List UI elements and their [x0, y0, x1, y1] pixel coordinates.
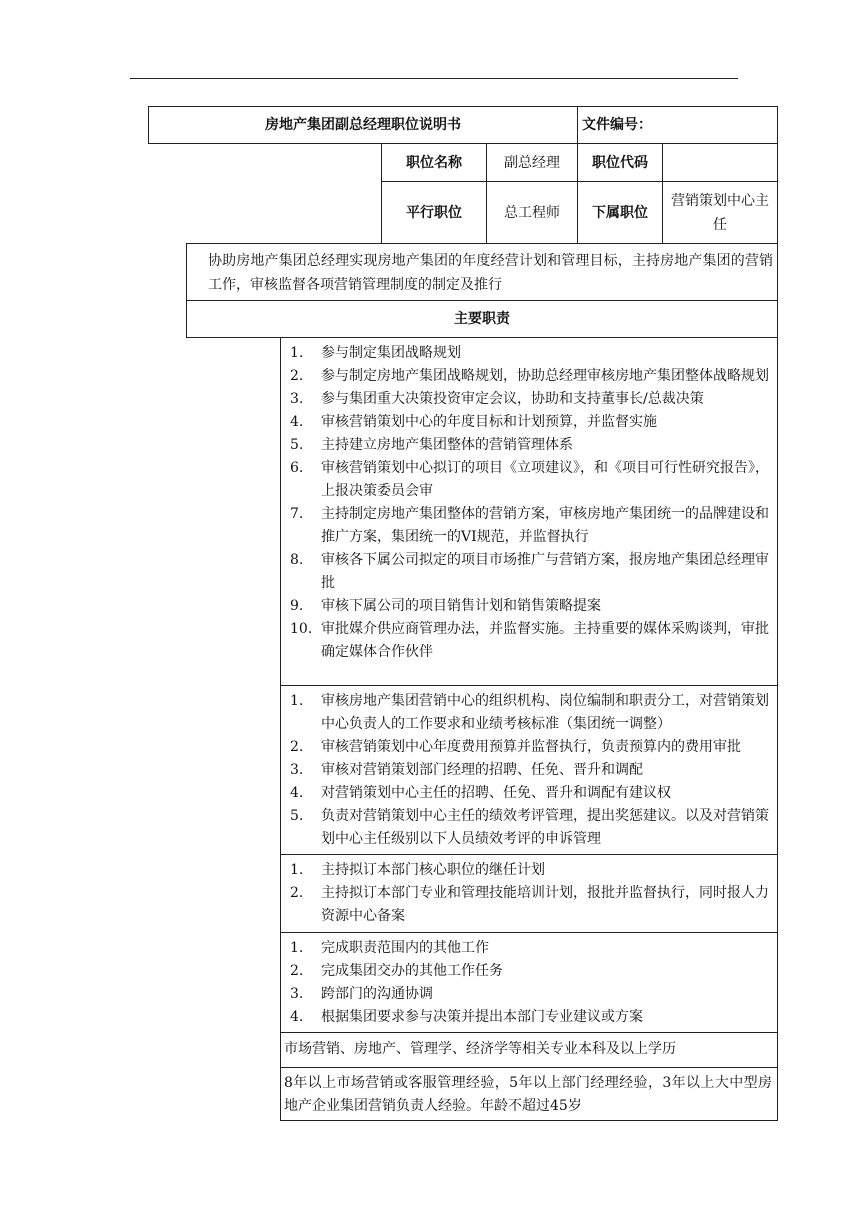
table-border	[186, 243, 778, 244]
parallel-position-value: 总工程师	[504, 205, 560, 221]
table-border	[186, 337, 778, 338]
parallel-position-label: 平行职位	[406, 205, 462, 221]
table-border	[280, 854, 778, 855]
table-border	[577, 106, 578, 144]
list-item: 6. 审核营销策划中心拟订的项目《立项建议》，和《项目可行性研究报告》，上报决策委员会审	[290, 460, 769, 499]
position-name-value: 副总经理	[504, 154, 560, 171]
list-item: 2. 主持拟订本部门专业和管理技能培训计划，报批并监督执行，同时报人力资源中心备案	[290, 885, 769, 924]
list-item: 4. 审核营销策划中心的年度目标和计划预算，并监督实施	[290, 414, 657, 430]
duty-list-other	[290, 937, 772, 1029]
subordinate-position-label: 下属职位	[592, 205, 648, 221]
list-item: 7. 主持制定房地产集团整体的营销方案，审核房地产集团统一的品牌建设和推广方案，集团统一的VI规范，并监督执行	[290, 506, 769, 545]
list-item: 10. 审批媒介供应商管理办法，并监督实施。主持重要的媒体采购谈判，审批确定媒体合作伙伴	[290, 621, 769, 660]
list-item: 2. 参与制定房地产集团战略规划，协助总经理审核房地产集团整体战略规划	[290, 368, 769, 384]
list-item: 5. 负责对营销策划中心主任的绩效考评管理，提出奖惩建议。以及对营销策划中心主任级别以下人员绩效考评的申诉管理	[290, 808, 769, 847]
position-code-value	[663, 144, 777, 181]
education-requirement: 市场营销、房地产、管理学、经济学等相关专业本科及以上学历	[284, 1041, 676, 1057]
list-item: 8. 审核各下属公司拟定的项目市场推广与营销方案，报房地产集团总经理审批	[290, 552, 769, 591]
table-border	[777, 106, 778, 244]
list-item: 1. 参与制定集团战略规划	[290, 345, 461, 361]
list-item: 3. 跨部门的沟通协调	[290, 986, 433, 1002]
table-border	[280, 932, 778, 933]
table-border	[280, 337, 281, 1121]
list-item: 2. 审核营销策划中心年度费用预算并监督执行，负责预算内的费用审批	[290, 739, 741, 755]
duty-list-training	[290, 859, 772, 928]
header-rule	[130, 78, 738, 79]
list-item: 1. 完成职责范围内的其他工作	[290, 940, 489, 956]
list-item: 1. 审核房地产集团营销中心的组织机构、岗位编制和职责分工，对营销策划中心负责人的工作要求和业绩考核标准（集团统一调整）	[290, 693, 769, 732]
list-item: 3. 参与集团重大决策投资审定会议，协助和支持董事长/总裁决策	[290, 391, 704, 407]
document-title: 房地产集团副总经理职位说明书	[265, 117, 461, 133]
main-duties-title: 主要职责	[454, 311, 510, 327]
table-border	[280, 1032, 778, 1033]
table-border	[280, 1120, 778, 1121]
table-border	[280, 1067, 778, 1068]
duty-list-organization	[290, 690, 772, 851]
list-item: 4. 根据集团要求参与决策并提出本部门专业建议或方案	[290, 1009, 643, 1025]
duty-list-strategy	[290, 342, 772, 664]
file-number-label: 文件编号：	[582, 117, 652, 133]
experience-requirement: 8年以上市场营销或客服管理经验，5年以上部门经理经验，3年以上大中型房地产企业集团营销负责人经验。年龄不超过45岁	[284, 1075, 772, 1114]
subordinate-position-value: 营销策划中心主任	[671, 193, 769, 233]
list-item: 3. 审核对营销策划部门经理的招聘、任免、晋升和调配	[290, 762, 643, 778]
list-item: 2. 完成集团交办的其他工作任务	[290, 963, 503, 979]
list-item: 4. 对营销策划中心主任的招聘、任免、晋升和调配有建议权	[290, 785, 671, 801]
position-name-label: 职位名称	[406, 154, 462, 171]
position-code-label: 职位代码	[592, 154, 648, 171]
table-border	[280, 685, 778, 686]
table-border	[777, 243, 778, 1121]
list-item: 9. 审核下属公司的项目销售计划和销售策略提案	[290, 598, 601, 614]
job-summary: 协助房地产集团总经理实现房地产集团的年度经营计划和管理目标，主持房地产集团的营销工作，审核监督各项营销管理制度的制定及推行	[208, 253, 773, 293]
list-item: 1. 主持拟订本部门核心职位的继任计划	[290, 862, 545, 878]
list-item: 5. 主持建立房地产集团整体的营销管理体系	[290, 437, 573, 453]
